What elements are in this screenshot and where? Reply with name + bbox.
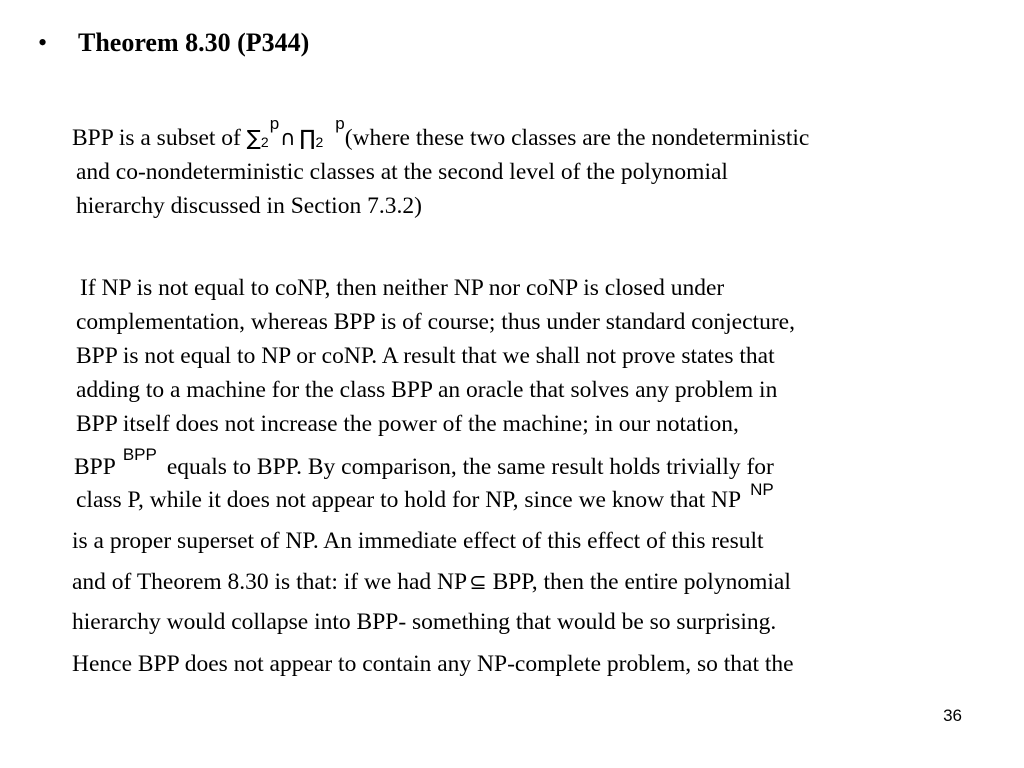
slide-heading: Theorem 8.30 (P344) bbox=[78, 28, 310, 57]
paragraph2-line3: BPP is not equal to NP or coNP. A result that we shall not prove states that bbox=[76, 343, 775, 369]
paragraph2-line10: hierarchy would collapse into BPP- something that would be so surprising. bbox=[72, 609, 777, 635]
pi-subscript: 2 bbox=[315, 134, 324, 150]
sigma-symbol: ∑ bbox=[246, 126, 261, 150]
paragraph1-line1-prefix: BPP is a subset of bbox=[72, 125, 247, 151]
bullet-marker: • bbox=[38, 28, 48, 57]
paragraph2-line1: If NP is not equal to coNP, then neither NP nor coNP is closed under bbox=[80, 275, 725, 301]
paragraph2-line2: complementation, whereas BPP is of course; thus under standard conjecture, bbox=[76, 309, 795, 335]
sigma-superscript: p bbox=[269, 114, 280, 133]
np-oracle-superscript: NP bbox=[750, 480, 774, 499]
paragraph2-line5: BPP itself does not increase the power of the machine; in our notation, bbox=[76, 411, 739, 437]
paragraph1-line1 bbox=[72, 114, 810, 156]
subset-symbol: ⊆ bbox=[469, 570, 487, 594]
bpp-base-text: BPP bbox=[74, 454, 116, 480]
sigma-subscript: 2 bbox=[260, 134, 269, 150]
paragraph2-line9-suffix: BPP, then the entire polynomial bbox=[486, 569, 791, 595]
paragraph2-line7 bbox=[76, 480, 774, 518]
paragraph2-line6-rest: equals to BPP. By comparison, the same result holds trivially for bbox=[166, 454, 774, 480]
bpp-oracle-superscript: BPP bbox=[122, 445, 157, 464]
intersection-symbol: ∩ bbox=[280, 126, 296, 150]
paragraph2-line6 bbox=[74, 445, 774, 485]
paragraph2-line9 bbox=[72, 566, 791, 598]
paragraph1-line2: and co-nondeterministic classes at the second level of the polynomial bbox=[76, 159, 728, 185]
paragraph1-line3: hierarchy discussed in Section 7.3.2) bbox=[76, 193, 422, 219]
paragraph1-line1-suffix: (where these two classes are the nondeterministic bbox=[344, 125, 810, 151]
paragraph2-line9-prefix: and of Theorem 8.30 is that: if we had NP bbox=[72, 569, 468, 595]
pi-symbol: ∏ bbox=[299, 126, 316, 150]
pi-superscript: p bbox=[335, 114, 345, 133]
paragraph2-line7-text: class P, while it does not appear to hold for NP, since we know that NP bbox=[76, 487, 742, 513]
paragraph2-line8: is a proper superset of NP. An immediate effect of this effect of this result bbox=[72, 528, 764, 554]
paragraph2-line4: adding to a machine for the class BPP an oracle that solves any problem in bbox=[76, 377, 778, 403]
paragraph2-line11: Hence BPP does not appear to contain any NP-complete problem, so that the bbox=[72, 651, 794, 677]
page-number: 36 bbox=[943, 706, 962, 725]
